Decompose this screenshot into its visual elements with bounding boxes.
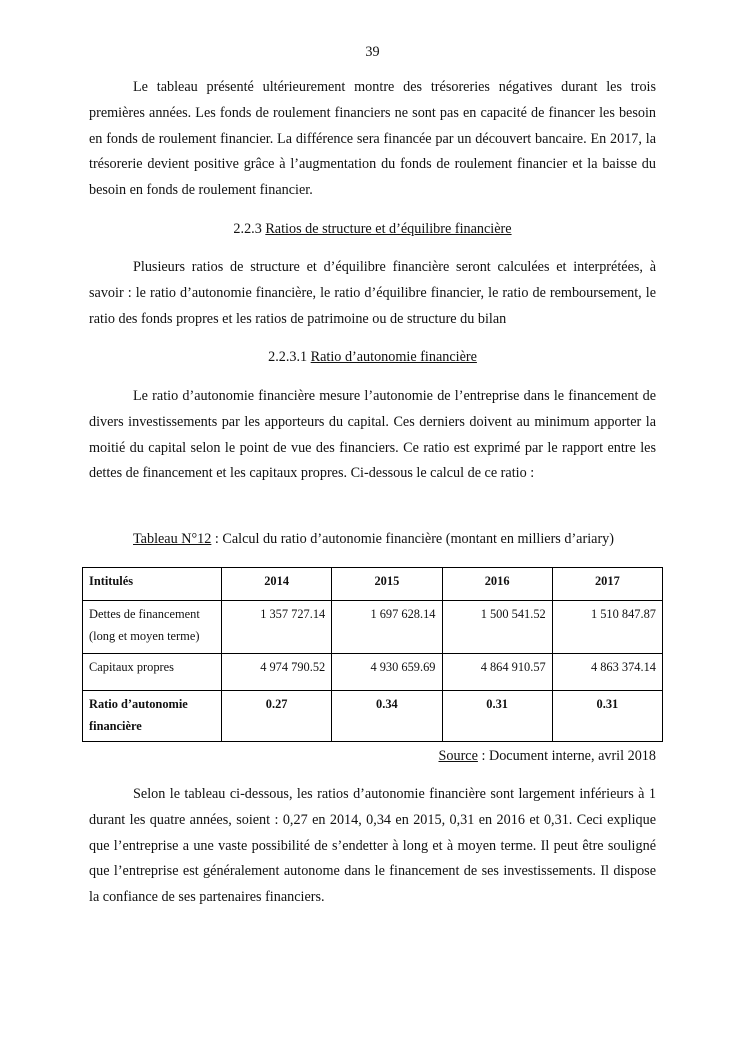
value-cell: 1 357 727.14 xyxy=(222,601,332,654)
page-number: 39 xyxy=(365,44,380,60)
value-cell: 1 697 628.14 xyxy=(332,601,442,654)
value-cell: 0.31 xyxy=(552,691,662,742)
value-cell: 0.34 xyxy=(332,691,442,742)
table-row xyxy=(83,601,663,654)
header-cell: Intitulés xyxy=(83,568,222,601)
section-title: Ratio d’autonomie financière xyxy=(310,349,477,365)
row-label-cell: Dettes de financement (long et moyen terme) xyxy=(83,601,222,654)
ratio-table xyxy=(82,567,663,742)
header-cell: 2016 xyxy=(442,568,552,601)
section-heading-2-2-3-1 xyxy=(0,347,745,367)
value-cell: 4 863 374.14 xyxy=(552,654,662,691)
paragraph-tresorerie: Le tableau présenté ultérieurement montre des trésoreries négatives durant les trois premières années. Les fonds de roulement financiers ne sont pas en capacité de financer les besoin en fonds de roulement financier. La différence sera financée par un découvert bancaire. En 2017, la trésorerie devient positive grâce à l’augmentation du fonds de roulement financier et la baisse du besoin en fonds de roulement financier. xyxy=(89,79,656,199)
section-number: 2.2.3 xyxy=(233,221,266,237)
section-number: 2.2.3.1 xyxy=(268,349,311,365)
paragraph-interpretation: Selon le tableau ci-dessous, les ratios d’autonomie financière sont largement inférieurs à 1 durant les quatre années, soient : 0,27 en 2014, 0,34 en 2015, 0,31 en 2016 et 0,31. Ceci explique que l’entreprise a une vaste possibilité de s’endetter à long et à moyen terme. Il peut être souligné que l’entreprise est généralement autonome dans le financement de ses investissements. Il dispose la confiance de ses partenaires financiers. xyxy=(89,786,656,906)
value-cell: 1 510 847.87 xyxy=(552,601,662,654)
table-caption xyxy=(133,529,614,549)
source-label: Source xyxy=(438,748,478,764)
table-row-ratio xyxy=(83,691,663,742)
header-cell: 2017 xyxy=(552,568,662,601)
value-cell: 4 930 659.69 xyxy=(332,654,442,691)
header-cell: 2014 xyxy=(222,568,332,601)
value-cell: 0.27 xyxy=(222,691,332,742)
paragraph-ratios-intro: Plusieurs ratios de structure et d’équilibre financière seront calculées et interprétées, à savoir : le ratio d’autonomie financière, le ratio d’équilibre financier, le ratio de remboursement, le ratio des fonds propres et les ratios de patrimoine ou de structure du bilan xyxy=(89,259,656,327)
row-label-cell: Ratio d’autonomie financière xyxy=(83,691,222,742)
table-caption-label: Tableau N°12 xyxy=(133,531,212,547)
section-title: Ratios de structure et d’équilibre financière xyxy=(265,221,512,237)
table-header-row xyxy=(83,568,663,601)
table-caption-text: : Calcul du ratio d’autonomie financière (montant en milliers d’ariary) xyxy=(211,531,614,547)
section-heading-2-2-3 xyxy=(0,219,745,239)
value-cell: 1 500 541.52 xyxy=(442,601,552,654)
row-label-cell: Capitaux propres xyxy=(83,654,222,691)
header-cell: 2015 xyxy=(332,568,442,601)
value-cell: 0.31 xyxy=(442,691,552,742)
value-cell: 4 974 790.52 xyxy=(222,654,332,691)
table-source xyxy=(439,746,657,766)
table-row xyxy=(83,654,663,691)
value-cell: 4 864 910.57 xyxy=(442,654,552,691)
source-text: : Document interne, avril 2018 xyxy=(477,748,656,764)
paragraph-autonomie: Le ratio d’autonomie financière mesure l’autonomie de l’entreprise dans le financement de divers investissements par les apporteurs du capital. Ces derniers doivent au minimum apporter la moitié du capital selon le point de vue des financiers. Ce ratio est exprimé par le rapport entre les dettes de financement et les capitaux propres. Ci-dessous le calcul de ce ratio : xyxy=(89,388,656,482)
